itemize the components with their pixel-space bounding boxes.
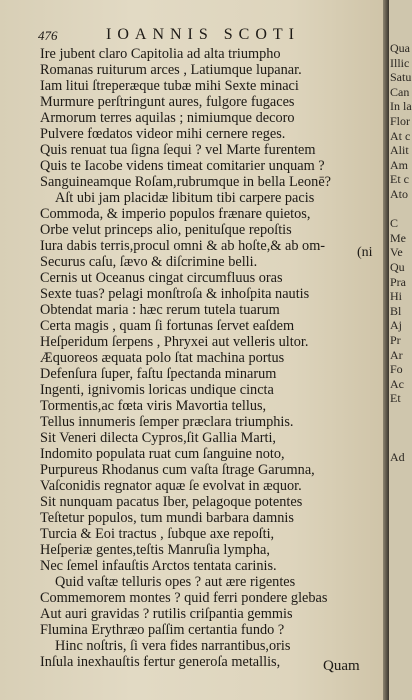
verse-line: Hinc noſtris, ſi vera fides narrantibus,oris bbox=[55, 638, 291, 654]
verse-line: Orbe velut princeps alio, penituſque repoſtis bbox=[40, 222, 292, 238]
verse-line: Quid vaſtæ telluris opes ? aut ære rigentes bbox=[55, 574, 296, 590]
facing-page-fragment: Ar bbox=[390, 347, 403, 362]
facing-page-fragment: Am bbox=[390, 157, 408, 172]
facing-page-fragment: Ato bbox=[390, 187, 408, 201]
verse-line: Ingenti, ignivomis loricas undique cincta bbox=[40, 382, 274, 398]
verse-line: Murmure perſtringunt aures, fulgore fugaces bbox=[40, 94, 295, 110]
facing-page-fragment: Flor bbox=[390, 114, 411, 128]
verse-line: Sit Veneri dilecta Cypros,ſit Gallia Marti, bbox=[40, 430, 276, 446]
facing-page-fragment: C bbox=[390, 216, 399, 231]
running-title: IOANNIS SCOTI bbox=[106, 26, 300, 43]
facing-page-fragment: At c bbox=[390, 128, 411, 143]
verse-line: Purpureus Rhodanus cum vaſta ſtrage Garumna, bbox=[40, 462, 315, 478]
verse-line: Flumina Erythræo paſſim certantia fundo ? bbox=[40, 622, 285, 638]
facing-page-fragment: Me bbox=[390, 230, 406, 245]
verse-line: Tormentis,ac fœta viris Mavortia tellus, bbox=[40, 398, 267, 414]
facing-page-fragment: Et c bbox=[390, 172, 409, 187]
verse-line: Obtendat maria : hæc rerum tutela tuarum bbox=[40, 302, 280, 318]
verse-line: Cernis ut Oceanus cingat circumfluus oras bbox=[40, 270, 283, 286]
verse-line: Inſula inexhauſtis fertur generoſa metallis, bbox=[40, 654, 281, 670]
verse-line: Defenſura ſuper, faſtu ſpectanda minarum bbox=[40, 366, 277, 382]
verse-line: Iam litui ſtreperæque tubæ mihi Sexte minaci bbox=[40, 78, 299, 94]
verse-line: Commemorem montes ? quid ferri pondere glebas bbox=[40, 590, 328, 606]
facing-page-fragment: Ve bbox=[390, 245, 403, 260]
facing-page-fragment: Aj bbox=[390, 318, 402, 333]
verse-line: Quis te Iacobe videns timeat comitarier unquam ? bbox=[40, 158, 325, 174]
facing-page-fragment: Ac bbox=[390, 376, 404, 391]
verse-line: Quis renuat tua ſigna ſequi ? vel Marte furentem bbox=[40, 142, 316, 158]
verse-line: Iura dabis terris,procul omni & ab hoſte,& ab om- bbox=[40, 238, 326, 254]
facing-page-fragment: Can bbox=[390, 84, 410, 99]
verse-line: Nec ſemel infauſtis Arctos tentata carinis. bbox=[40, 558, 277, 574]
facing-page-fragment: Bl bbox=[390, 303, 402, 318]
page-header bbox=[38, 26, 368, 44]
verse-line: Turcia & Eoi tractus , ſubque axe repoſti, bbox=[40, 526, 275, 542]
verse-line: Vaſconidis regnator aquæ ſe evolvat in æquor. bbox=[40, 478, 302, 494]
facing-page-fragment: Qua bbox=[390, 41, 410, 55]
verse-line: Aſt ubi jam placidæ libitum tibi carpere pacis bbox=[55, 190, 315, 206]
verse-line: Heſperiæ gentes,teſtis Manruſia lympha, bbox=[40, 542, 270, 558]
margin-word: (ni bbox=[357, 245, 373, 260]
facing-page-fragment: Illic bbox=[390, 55, 410, 70]
verse-line: Certa magis , quam ſi fortunas ſervet eaſdem bbox=[40, 318, 295, 334]
verse-line: Armorum terres aquilas ; nimiumque decoro bbox=[40, 110, 295, 126]
facing-page-fragment: Pra bbox=[390, 274, 406, 289]
facing-page-fragment: Alit bbox=[390, 143, 409, 158]
facing-page-fragment: Satu bbox=[390, 70, 412, 85]
facing-page-fragment: Qu bbox=[390, 260, 405, 274]
facing-page-fragment: Et bbox=[390, 391, 401, 406]
verse-line: Romanas ruiturum arces , Latiumque lupanar. bbox=[40, 62, 302, 78]
verse-line: Æquoreos æquata polo ſtat machina portus bbox=[40, 350, 285, 366]
verse-line: Teſtetur populos, tum mundi barbara damnis bbox=[40, 510, 294, 526]
verse-line: Pulvere fœdatos videor mihi cernere reges. bbox=[40, 126, 286, 142]
catchword: Quam bbox=[323, 658, 360, 674]
verse-line: Sit nunquam pacatus Iber, pelagoque potentes bbox=[40, 494, 303, 510]
facing-page-fragment: Ad bbox=[390, 449, 405, 464]
verse-line: Tellus innumeris ſemper præclara triumphis. bbox=[40, 414, 294, 430]
facing-page-fragment: Pr bbox=[390, 333, 401, 347]
facing-page-fragment: Fo bbox=[390, 362, 403, 377]
facing-page-fragment: Hi bbox=[390, 289, 402, 304]
verse-line: Commoda, & imperio populos frænare quietos, bbox=[40, 206, 311, 222]
page-number: 476 bbox=[38, 28, 58, 43]
verse-line: Sanguineamque Roſam,rubrumque in bella Leonē? bbox=[40, 174, 332, 190]
facing-page-fragment: In la bbox=[390, 99, 412, 114]
verse-line: Aut auri gravidas ? rutilis criſpantia gemmis bbox=[40, 606, 293, 622]
verse-line: Heſperidum ſerpens , Phryxei aut velleris ultor. bbox=[40, 334, 309, 350]
verse-line: Indomito populata ruat cum ſanguine noto, bbox=[40, 446, 285, 462]
verse-line: Sexte tuas? pelagi monſtroſa & inhoſpita nautis bbox=[40, 286, 310, 302]
facing-page-edge bbox=[389, 0, 412, 700]
verse-line: Ire jubent claro Capitolia ad alta triumpho bbox=[40, 46, 281, 62]
verse-line: Securus caſu, ſævo & diſcrimine belli. bbox=[40, 254, 258, 270]
